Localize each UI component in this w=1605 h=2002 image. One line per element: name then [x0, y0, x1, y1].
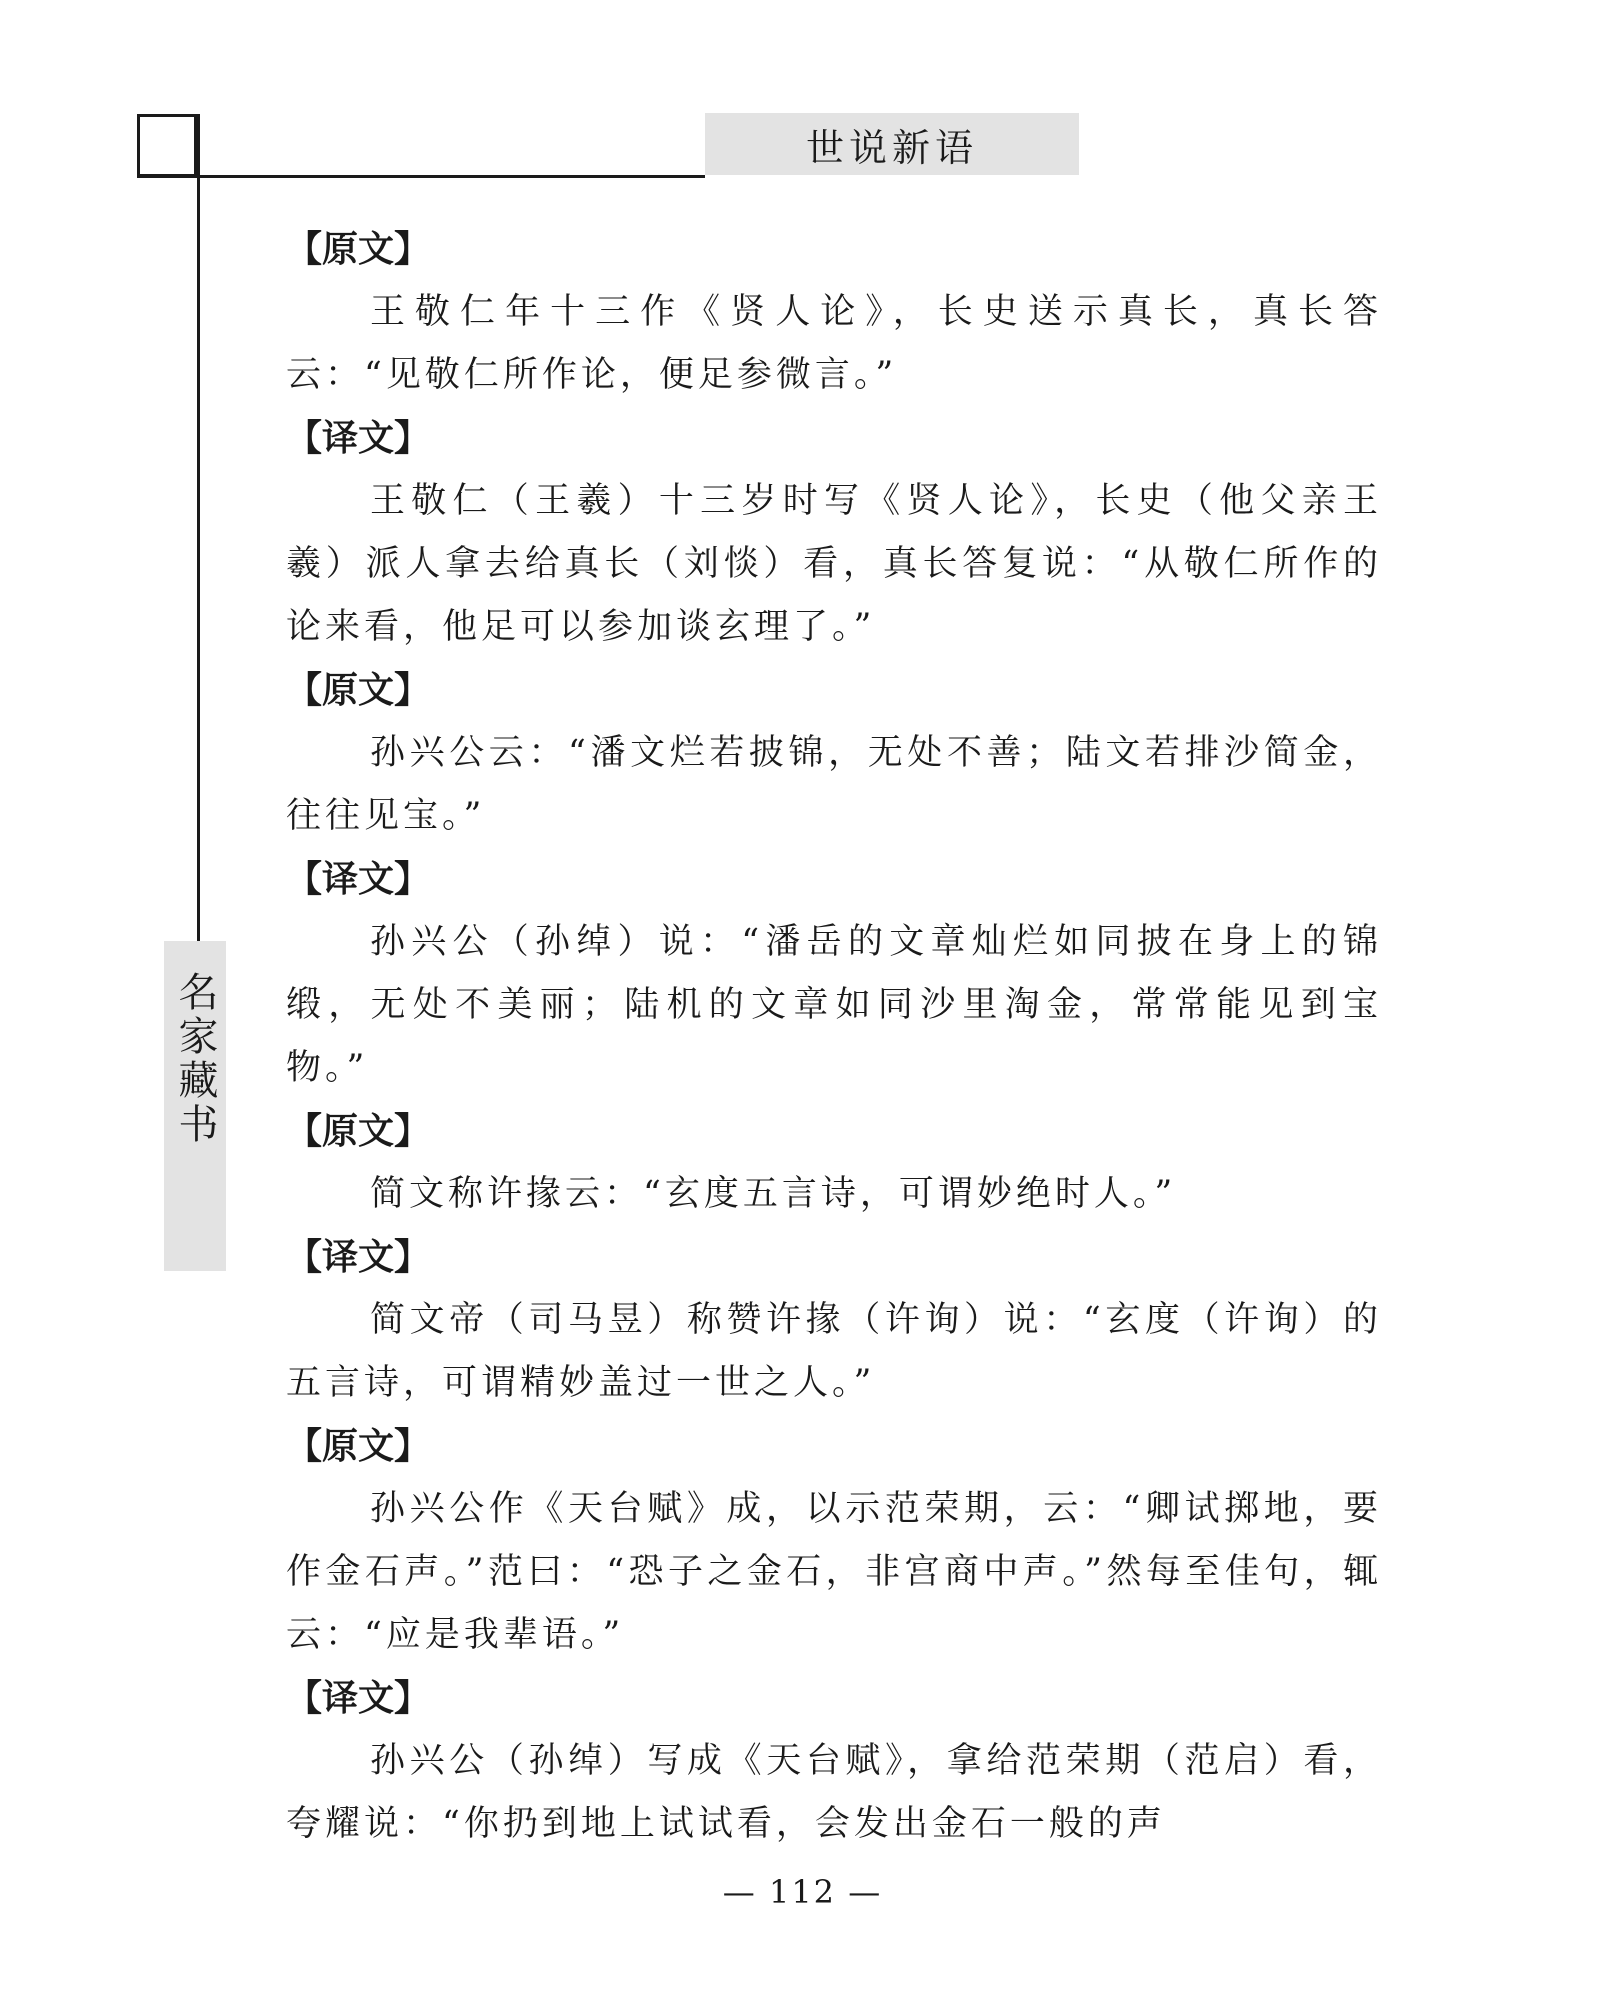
- section-text: 孙兴公（孙绰）写成《天台赋》，拿给范荣期（范启）看，夸耀说：“你扔到地上试试看，会发出金石一般的声: [286, 1741, 1382, 1844]
- section-text: 王敬仁年十三作《贤人论》，长史送示真长，真长答云：“见敬仁所作论，便足参微言。”: [286, 292, 1382, 395]
- running-header: [705, 113, 1079, 175]
- section-text: 孙兴公（孙绰）说：“潘岳的文章灿烂如同披在身上的锦缎，无处不美丽；陆机的文章如同沙里淘金，常常能见到宝物。”: [286, 922, 1382, 1088]
- section-text: 孙兴公作《天台赋》成，以示范荣期，云：“卿试掷地，要作金石声。”范曰：“恐子之金石，非宫商中声。”然每至佳句，辄云：“应是我辈语。”: [286, 1489, 1382, 1655]
- section-translation-1: [286, 407, 1382, 659]
- section-original-3: [286, 1100, 1382, 1226]
- page-body: [286, 218, 1382, 1856]
- section-label: 【原文】: [286, 228, 431, 270]
- section-label: 【原文】: [286, 1110, 431, 1152]
- section-original-4: [286, 1415, 1382, 1667]
- margin-rule: [197, 114, 200, 942]
- section-original-1: [286, 218, 1382, 407]
- section-original-2: [286, 659, 1382, 848]
- section-label: 【原文】: [286, 1425, 431, 1467]
- side-tab: [164, 941, 226, 1271]
- section-translation-4: [286, 1667, 1382, 1856]
- section-translation-3: [286, 1226, 1382, 1415]
- page-number: — 112 —: [722, 1873, 883, 1911]
- section-text: 简文称许掾云：“玄度五言诗，可谓妙绝时人。”: [370, 1174, 1177, 1214]
- section-label: 【译文】: [286, 858, 431, 900]
- section-text: 王敬仁（王羲）十三岁时写《贤人论》，长史（他父亲王羲）派人拿去给真长（刘惔）看，真长答复说：“从敬仁所作的论来看，他足可以参加谈玄理了。”: [286, 481, 1382, 647]
- section-text: 简文帝（司马昱）称赞许掾（许询）说：“玄度（许询）的五言诗，可谓精妙盖过一世之人。”: [286, 1300, 1382, 1403]
- section-text: 孙兴公云：“潘文烂若披锦，无处不善；陆文若排沙简金，往往见宝。”: [286, 733, 1382, 836]
- section-translation-2: [286, 848, 1382, 1100]
- section-label: 【译文】: [286, 1677, 431, 1719]
- corner-frame: [137, 114, 197, 177]
- side-tab-label: 名家藏书: [172, 971, 218, 1147]
- section-label: 【原文】: [286, 669, 431, 711]
- book-title: 世说新语: [805, 125, 978, 170]
- header-rule: [137, 175, 705, 178]
- section-label: 【译文】: [286, 1236, 431, 1278]
- section-label: 【译文】: [286, 417, 431, 459]
